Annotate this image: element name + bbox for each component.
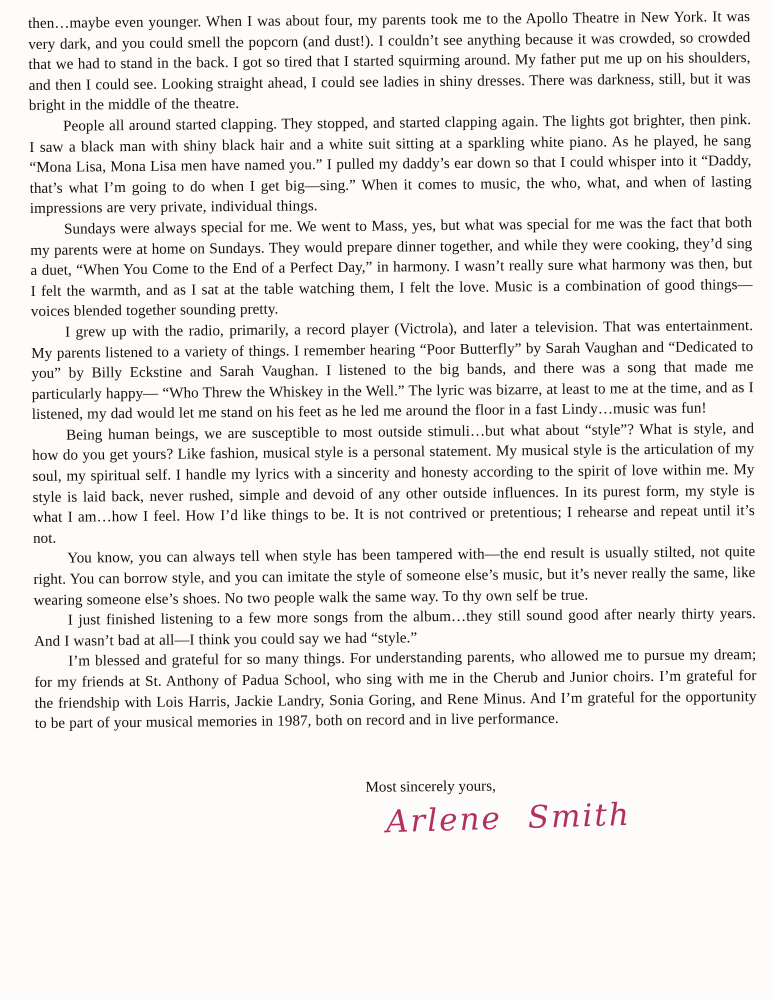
paragraph-1: then…maybe even younger. When I was about four, my parents took me to the Apollo Theatre in New York. It was very dark, and you could smell the popcorn (and dust!). I couldn’t see anything because it was crowded, so crowded that we had to stand in the back. I got so tired that I started squirming around. My father put me up on his shoulders, and then I could see. Looking straight ahead, I could see ladies in shiny dresses. There was darkness, still, but it was bright in the middle of the theatre. — [28, 9, 751, 115]
paragraph-6: You know, you can always tell when style has been tampered with—the end result is usually stilted, not quite right. You can borrow style, and you can imitate the style of someone else’s music, but it’s never really the same, like wearing someone else’s shoes. No two people walk the same way. To thy own self be true. — [33, 544, 756, 609]
paragraph-4: I grew up with the radio, primarily, a record player (Victrola), and later a television. That was entertainment. My parents listened to a variety of things. I remember hearing “Poor Butterfly” by Sarah Vaughan and “Dedicated to you” by Billy Eckstine and Sarah Vaughan. I listened to the big bands, and there was a song that made me particularly happy— “Who Threw the Whiskey in the Well.” The lyric was bizarre, at least to me at the time, and as I listened, my dad would let me stand on his feet as he led me around the floor in a fast Lindy…music was fun! — [31, 317, 754, 424]
signature-last-name: Smith — [527, 797, 632, 837]
closing-line: Most sincerely yours, — [365, 778, 496, 796]
paragraph-2: People all around started clapping. They stopped, and started clapping again. The lights got brighter, then pink. I saw a black man with shiny black hair and a white suit sitting at a sparkling white piano. As he played, he sang “Mona Lisa, Mona Lisa men have named you.” I pulled my daddy’s ear down so that I could whisper into it “Daddy, that’s what I’m going to do when I get big—sing.” When it comes to music, the who, what, and when of lasting impressions are very private, individual things. — [29, 112, 752, 218]
paragraph-8: I’m blessed and grateful for so many things. For understanding parents, who allowed me to pursue my dream; for my friends at St. Anthony of Padua School, who sing with me in the Cherub and Junior choirs. I’m grateful for the friendship with Lois Harris, Jackie Landry, Sonia Goring, and Rene Minus. And I’m grateful for the opportunity to be part of your musical memories in 1987, both on record and in live performance. — [34, 647, 757, 733]
paragraph-7: I just finished listening to a few more songs from the album…they still sound good after nearly thirty years. And I wasn’t bad at all—I think you could say we had “style.” — [33, 606, 756, 650]
signature — [36, 793, 759, 851]
paragraph-5: Being human beings, we are susceptible to most outside stimuli…but what about “style”? What is style, and how do you get yours? Like fashion, musical style is a personal statement. My musical style is the articulation of my soul, my spiritual self. I handle my lyrics with a sincerity and honesty according to the spirit of love within me. My style is laid back, never rushed, simple and devoid of any other outside influences. In its purest form, my style is what I am…how I feel. How I’d like things to be. It is not contrived or pretentious; I rehearse and repeat until it’s not. — [32, 420, 755, 547]
letter-body — [28, 7, 758, 851]
paragraph-3: Sundays were always special for me. We went to Mass, yes, but what was special for me was the fact that both my parents were at home on Sundays. They would prepare dinner together, and while they were cooking, they’d sing a duet, “When You Come to the End of a Perfect Day,” in harmony. I wasn’t really sure what harmony was then, but I felt the warmth, and as I sat at the table watching them, I felt the love. Music is a combination of good things—voices blended together sounding pretty. — [30, 214, 753, 321]
signature-first-name: Arlene — [385, 801, 503, 841]
